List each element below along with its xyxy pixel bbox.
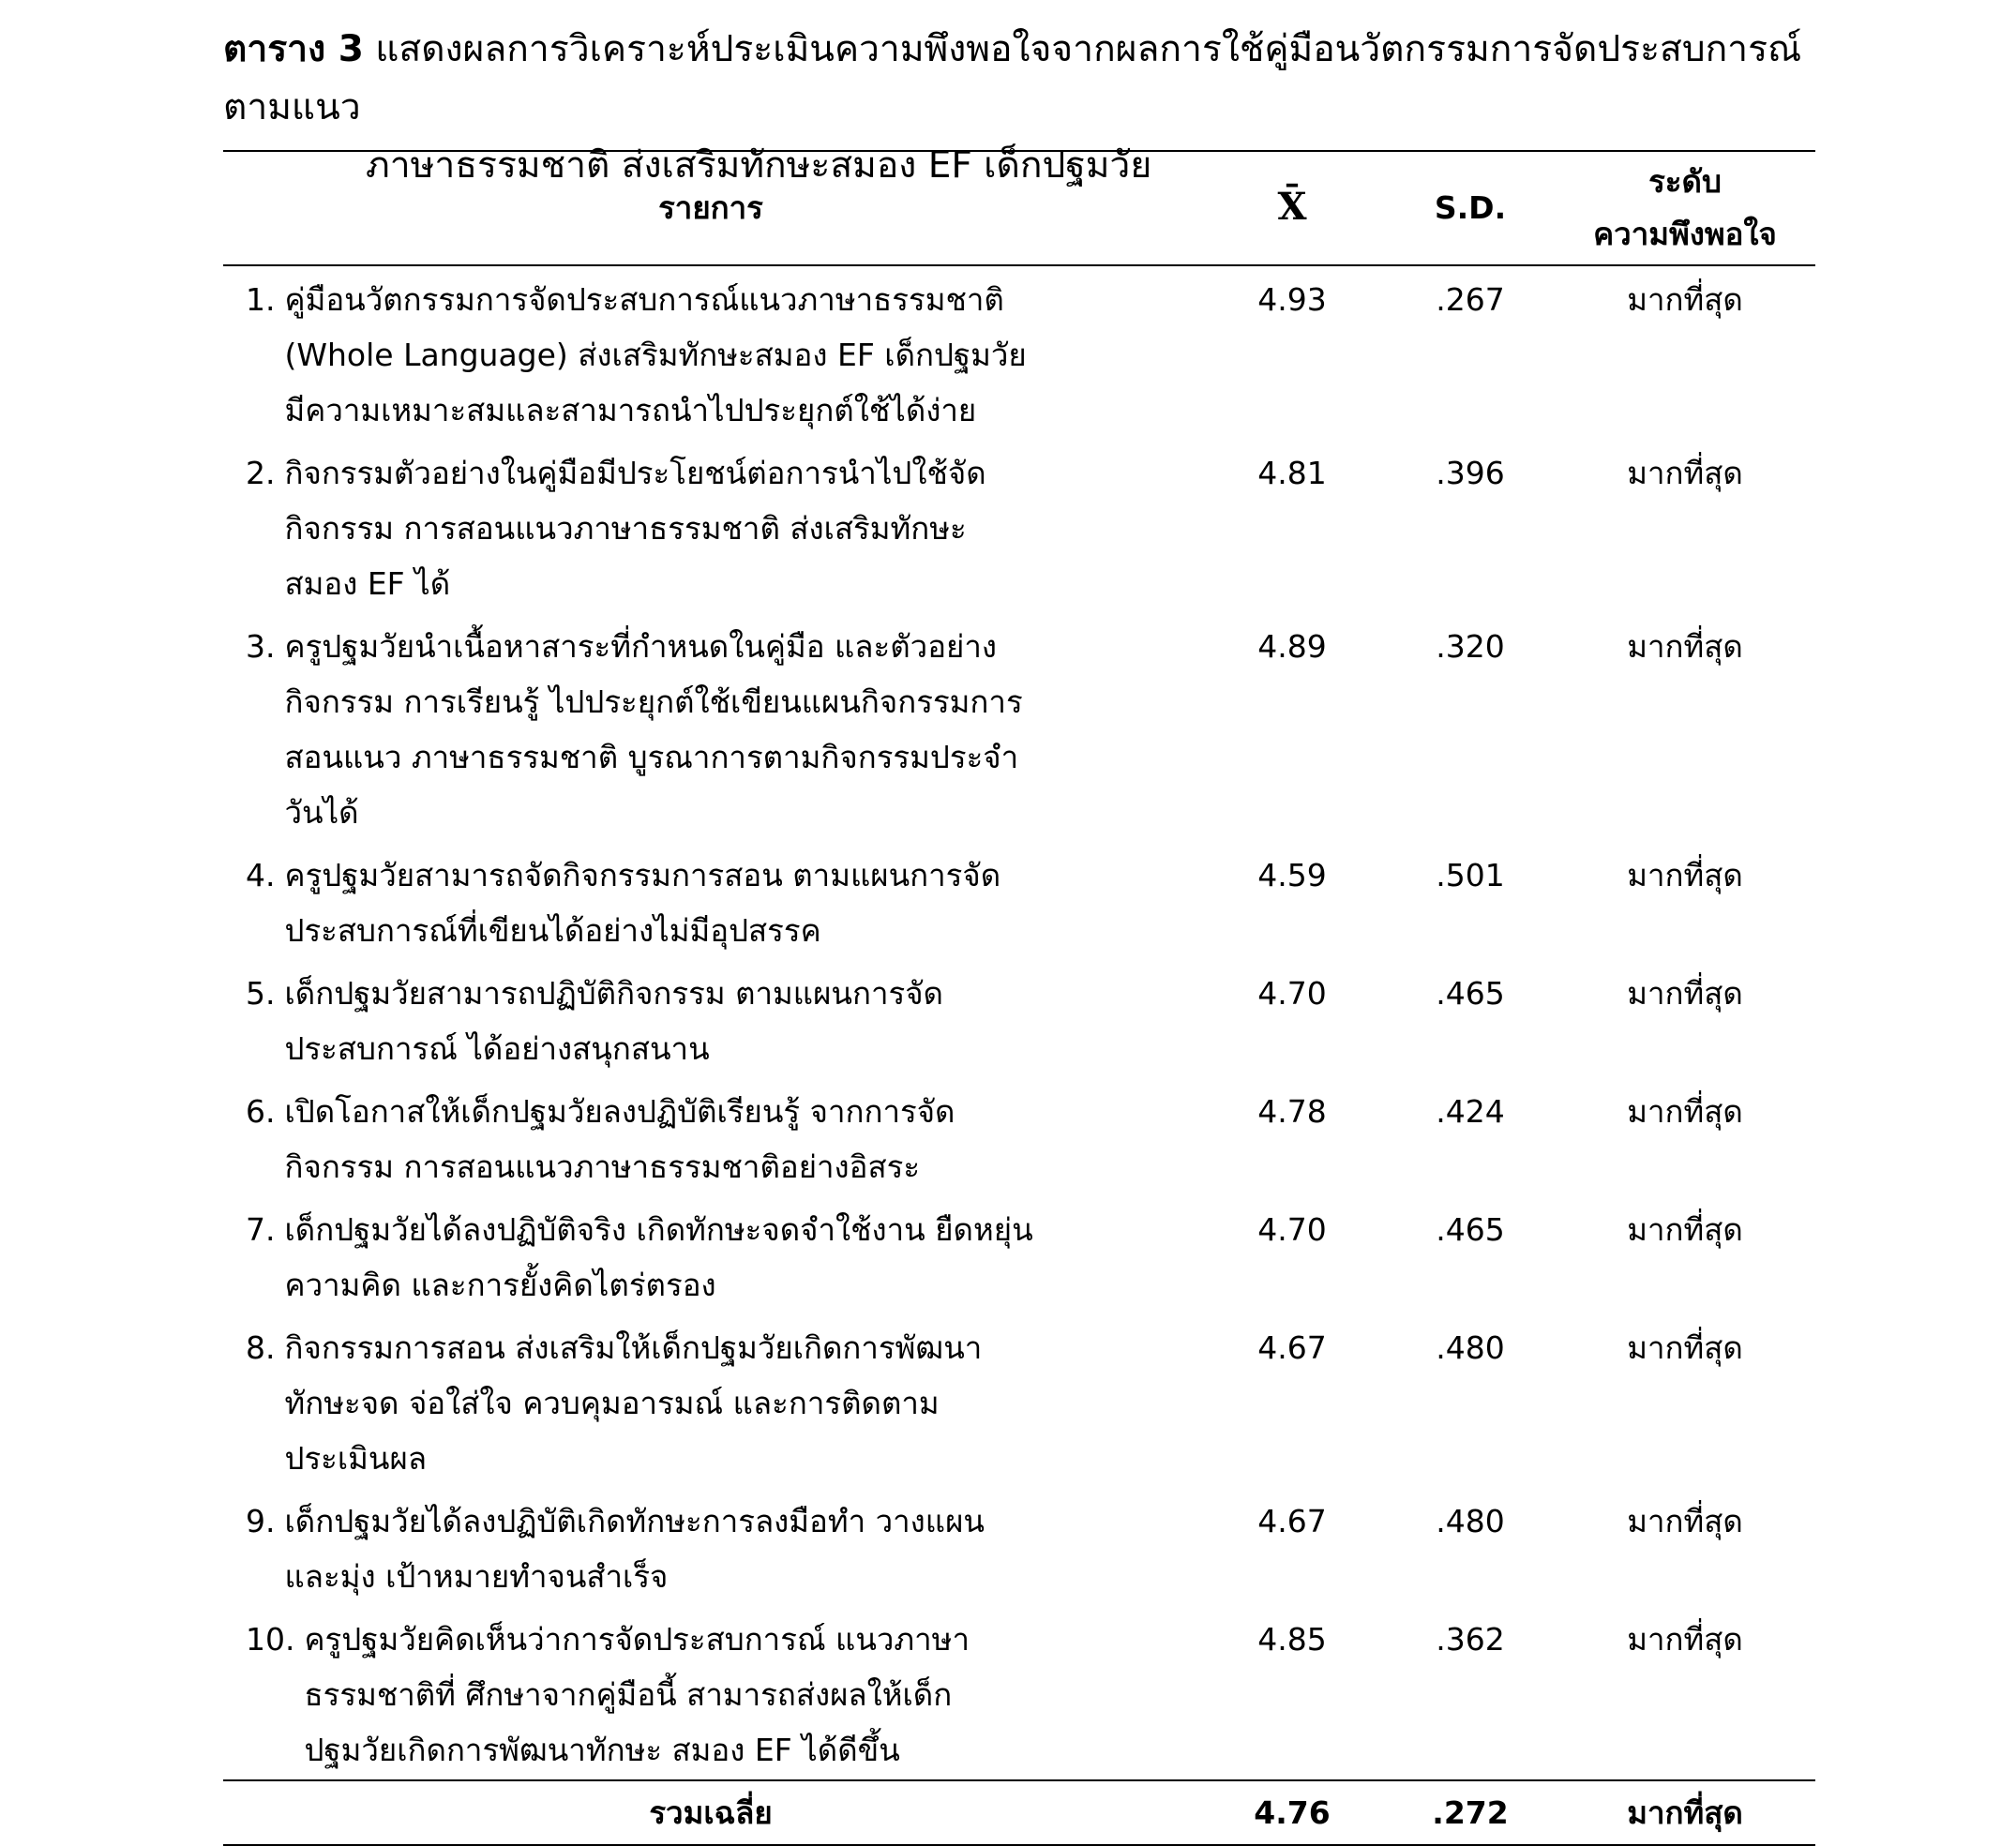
total-label: รวมเฉลี่ย [649, 1794, 773, 1831]
caption-title-line2: ภาษาธรรมชาติ ส่งเสริมทักษะสมอง EF เด็กปฐมวัย [366, 144, 1152, 187]
table-footer [223, 1780, 1815, 1845]
row-sd: .320 [1436, 628, 1505, 665]
table-row [223, 1078, 1815, 1196]
total-row [223, 1780, 1815, 1845]
header-sd: S.D. [1434, 189, 1507, 226]
table-row [223, 842, 1815, 960]
row-item [223, 613, 1198, 842]
row-mean: 4.81 [1257, 455, 1327, 491]
header-mean [1198, 151, 1386, 265]
row-mean: 4.93 [1257, 281, 1327, 318]
row-index: 9. [246, 1503, 276, 1539]
row-level: มากที่สุด [1627, 1211, 1743, 1248]
row-text: ครูปฐมวัยสามารถจัดกิจกรรมการสอน ตามแผนการจัด ประสบการณ์ที่เขียนได้อย่างไม่มีอุปสรรค [284, 857, 1001, 949]
caption-title-line1: แสดงผลการวิเคราะห์ประเมินความพึงพอใจจากผลการใช้คู่มือนวัตกรรมการจัดประสบการณ์ตามแนว [223, 28, 1802, 128]
row-mean: 4.70 [1257, 975, 1327, 1012]
header-item: รายการ [658, 189, 763, 226]
row-level: มากที่สุด [1627, 1093, 1743, 1130]
row-item-wrap [223, 1612, 1198, 1778]
row-item [223, 1606, 1198, 1780]
row-item-wrap [223, 272, 1198, 438]
total-sd: .272 [1432, 1794, 1509, 1831]
row-text: ครูปฐมวัยคิดเห็นว่าการจัดประสบการณ์ แนวภาษาธรรมชาติที่ ศึกษาจากคู่มือนี้ สามารถส่งผลให้เด็กปฐมวัยเกิดการพัฒนาทักษะ สมอง EF ได้ดีขึ้น [304, 1621, 970, 1768]
row-sd: .465 [1436, 975, 1505, 1012]
row-item [223, 1078, 1198, 1196]
row-item [223, 265, 1198, 440]
table-row [223, 613, 1815, 842]
row-level: มากที่สุด [1627, 628, 1743, 665]
table-row [223, 1314, 1815, 1488]
row-mean: 4.67 [1257, 1503, 1327, 1539]
row-mean: 4.89 [1257, 628, 1327, 665]
row-text: เปิดโอกาสให้เด็กปฐมวัยลงปฏิบัติเรียนรู้ จากการจัดกิจกรรม การสอนแนวภาษาธรรมชาติอย่างอิสระ [284, 1093, 955, 1185]
row-sd: .465 [1436, 1211, 1505, 1248]
row-sd: .267 [1436, 281, 1505, 318]
row-item [223, 1488, 1198, 1606]
total-level: มากที่สุด [1627, 1794, 1743, 1831]
row-level: มากที่สุด [1627, 281, 1743, 318]
row-index: 6. [246, 1093, 276, 1130]
row-level: มากที่สุด [1627, 1621, 1743, 1658]
caption-label: ตาราง 3 [223, 28, 364, 70]
row-item-wrap [223, 1493, 1198, 1604]
table-row [223, 440, 1815, 613]
row-index: 7. [246, 1211, 276, 1248]
row-level: มากที่สุด [1627, 455, 1743, 491]
row-index: 4. [246, 857, 276, 893]
row-sd: .424 [1436, 1093, 1505, 1130]
header-level [1555, 151, 1815, 265]
row-item [223, 1196, 1198, 1314]
row-text: กิจกรรมการสอน ส่งเสริมให้เด็กปฐมวัยเกิดการพัฒนาทักษะจด จ่อใส่ใจ ควบคุมอารมณ์ และการติดตามประเมินผล [284, 1329, 983, 1477]
satisfaction-table [223, 150, 1815, 1846]
row-item [223, 1314, 1198, 1488]
row-index: 2. [246, 455, 276, 491]
row-mean: 4.85 [1257, 1621, 1327, 1658]
row-level: มากที่สุด [1627, 1503, 1743, 1539]
row-level: มากที่สุด [1627, 1329, 1743, 1366]
row-index: 1. [246, 281, 276, 318]
row-item-wrap [223, 1202, 1198, 1313]
row-text: เด็กปฐมวัยได้ลงปฏิบัติจริง เกิดทักษะจดจำใช้งาน ยืดหยุ่น ความคิด และการยั้งคิดไตร่ตรอง [284, 1211, 1033, 1303]
row-item-wrap [223, 848, 1198, 958]
row-index: 3. [246, 628, 276, 665]
row-index: 8. [246, 1329, 276, 1366]
row-sd: .396 [1436, 455, 1505, 491]
table-row [223, 1488, 1815, 1606]
header-level-line2: ความพึงพอใจ [1593, 216, 1777, 252]
row-item [223, 440, 1198, 613]
row-index: 10. [246, 1621, 295, 1658]
row-sd: .480 [1436, 1503, 1505, 1539]
row-text: เด็กปฐมวัยสามารถปฏิบัติกิจกรรม ตามแผนการจัดประสบการณ์ ได้อย่างสนุกสนาน [284, 975, 943, 1067]
row-item-wrap [223, 966, 1198, 1076]
row-level: มากที่สุด [1627, 975, 1743, 1012]
table-row [223, 960, 1815, 1078]
row-text: ครูปฐมวัยนำเนื้อหาสาระที่กำหนดในคู่มือ และตัวอย่างกิจกรรม การเรียนรู้ ไปประยุกต์ใช้เขียนแผนกิจกรรมการสอนแนว ภาษาธรรมชาติ บูรณาการตามกิจกรรมประจำวันได้ [284, 628, 1023, 831]
row-level: มากที่สุด [1627, 857, 1743, 893]
row-mean: 4.78 [1257, 1093, 1327, 1130]
table-row [223, 1196, 1815, 1314]
row-sd: .480 [1436, 1329, 1505, 1366]
table-row [223, 1606, 1815, 1780]
header-level-line1: ระดับ [1648, 163, 1722, 200]
row-item-wrap [223, 445, 1198, 611]
row-text: เด็กปฐมวัยได้ลงปฏิบัติเกิดทักษะการลงมือทำ วางแผน และมุ่ง เป้าหมายทำจนสำเร็จ [284, 1503, 985, 1595]
header-row [223, 151, 1815, 265]
row-sd: .362 [1436, 1621, 1505, 1658]
table-header [223, 151, 1815, 265]
row-mean: 4.67 [1257, 1329, 1327, 1366]
row-item-wrap [223, 619, 1198, 840]
table-row [223, 265, 1815, 440]
row-mean: 4.59 [1257, 857, 1327, 893]
row-item [223, 960, 1198, 1078]
table-body [223, 265, 1815, 1780]
row-text: กิจกรรมตัวอย่างในคู่มือมีประโยชน์ต่อการนำไปใช้จัดกิจกรรม การสอนแนวภาษาธรรมชาติ ส่งเสริมทักษะสมอง EF ได้ [284, 455, 986, 602]
mean-symbol: X̄ [1277, 185, 1307, 229]
row-sd: .501 [1436, 857, 1505, 893]
row-index: 5. [246, 975, 276, 1012]
row-item [223, 842, 1198, 960]
row-item-wrap [223, 1320, 1198, 1486]
row-text: คู่มือนวัตกรรมการจัดประสบการณ์แนวภาษาธรรมชาติ (Whole Language) ส่งเสริมทักษะสมอง EF เด็กปฐมวัย มีความเหมาะสมและสามารถนำไปประยุกต์ใช้ได้ง่าย [284, 281, 1027, 428]
row-mean: 4.70 [1257, 1211, 1327, 1248]
row-item-wrap [223, 1084, 1198, 1194]
total-mean: 4.76 [1254, 1794, 1331, 1831]
